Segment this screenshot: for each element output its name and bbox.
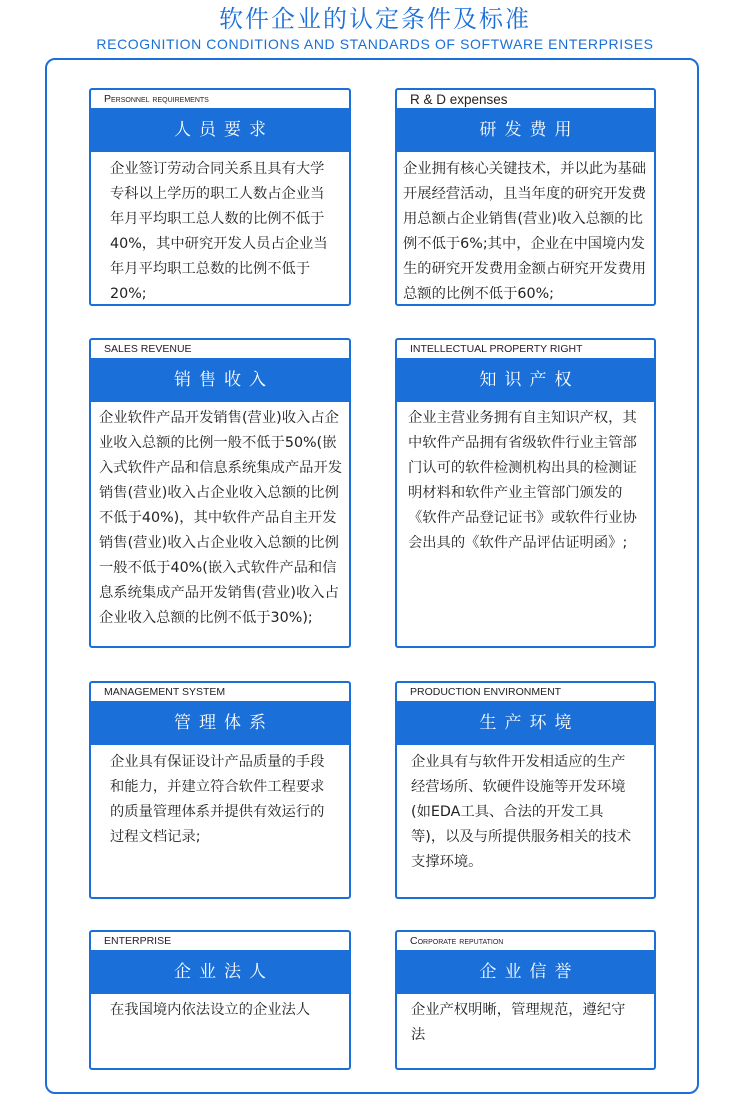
card-title: 管理体系 — [91, 701, 349, 745]
card-sales-revenue — [89, 338, 351, 648]
card-english-label: ENTERPRISE — [104, 935, 172, 947]
card-enterprise — [89, 930, 351, 1070]
card-body: 企业产权明晰，管理规范，遵纪守法 — [411, 1002, 626, 1043]
card-title: 研发费用 — [397, 108, 654, 152]
card-english-label: PRODUCTION ENVIRONMENT — [410, 686, 562, 698]
card-title: 生产环境 — [397, 701, 654, 745]
card-body: 企业具有保证设计产品质量的手段和能力，并建立符合软件工程要求的质量管理体系并提供有效运行的过程文档记录; — [110, 754, 325, 845]
card-english-label: SALES REVENUE — [104, 343, 192, 355]
card-body: 企业软件产品开发销售(营业)收入占企业收入总额的比例一般不低于50%(嵌入式软件产品和信息系统集成产品开发销售(营业)收入占企业收入总额的比例不低于40%)，其中软件产品自主开发销售(营业)收入占企业收入总额的比例一般不低于40%(嵌入式软件产品和信息系统集成产品开发销售(营业)收入占企业收入总额的比例不低于30%); — [99, 410, 343, 626]
card-management-system — [89, 681, 351, 899]
card-title: 知识产权 — [397, 358, 654, 402]
card-body: 在我国境内依法设立的企业法人 — [110, 1002, 311, 1018]
card-english-label: INTELLECTUAL PROPERTY RIGHT — [410, 343, 583, 355]
card-intellectual-property — [395, 338, 656, 648]
card-title: 销售收入 — [91, 358, 349, 402]
card-english-label: Corporate reputation — [410, 935, 504, 947]
card-english-label: R & D expenses — [410, 92, 508, 107]
page-subtitle: RECOGNITION CONDITIONS AND STANDARDS OF SOFTWARE ENTERPRISES — [96, 36, 654, 52]
card-body: 企业主营业务拥有自主知识产权，其中软件产品拥有省级软件行业主管部门认可的软件检测机构出具的检测证明材料和软件产业主管部门颁发的《软件产品登记证书》或软件行业协会出具的《软件产品评估证明函》; — [408, 410, 637, 551]
card-body: 企业签订劳动合同关系且具有大学专科以上学历的职工人数占企业当年月平均职工总人数的比例不低于40%，其中研究开发人员占企业当年月平均职工总数的比例不低于20%; — [110, 161, 328, 302]
card-english-label: MANAGEMENT SYSTEM — [104, 686, 226, 698]
page-title: 软件企业的认定条件及标准 — [219, 5, 531, 33]
card-title: 人员要求 — [91, 108, 349, 152]
card-body: 企业拥有核心关键技术，并以此为基础开展经营活动，且当年度的研究开发费用总额占企业销售(营业)收入总额的比例不低于6%;其中，企业在中国境内发生的研究开发费用金额占研究开发费用总额的比例不低于60%; — [403, 161, 647, 302]
card-rd-expenses — [395, 88, 656, 306]
card-body: 企业具有与软件开发相适应的生产经营场所、软硬件设施等开发环境(如EDA工具、合法的开发工具等)，以及与所提供服务相关的技术支撑环境。 — [411, 754, 632, 870]
card-english-label: Personnel requirements — [104, 93, 209, 105]
card-personnel-requirements — [89, 88, 351, 306]
card-title: 企业信誉 — [397, 950, 654, 994]
card-corporate-reputation — [395, 930, 656, 1070]
card-production-environment — [395, 681, 656, 899]
card-title: 企业法人 — [91, 950, 349, 994]
